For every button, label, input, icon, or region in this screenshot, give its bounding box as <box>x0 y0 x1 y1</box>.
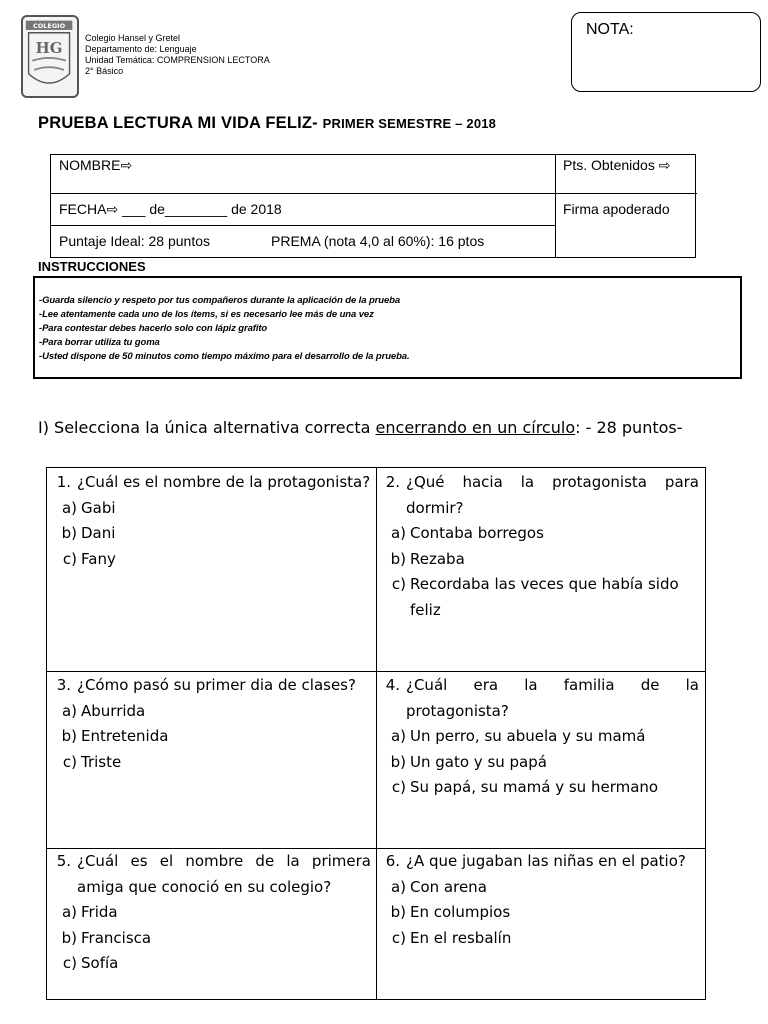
option-letter: b) <box>390 549 406 568</box>
option-text: Recordaba las veces que había sido feliz <box>410 575 679 619</box>
name-field[interactable]: NOMBRE⇨ <box>59 157 133 173</box>
answer-option[interactable] <box>49 724 371 750</box>
instruction-item: -Para contestar debes hacerlo solo con lápiz grafito <box>39 323 268 334</box>
instructions-box <box>33 276 742 379</box>
instruction-item: -Usted dispone de 50 minutos como tiempo máximo para el desarrollo de la prueba. <box>39 351 410 362</box>
question-4 <box>378 673 699 801</box>
question-text: ¿Cuál era la familia de la protagonista? <box>406 676 699 720</box>
answer-option[interactable] <box>378 724 699 750</box>
department: Departamento de: Lenguaje <box>85 44 197 54</box>
answer-option[interactable] <box>49 496 371 522</box>
option-text: Fany <box>81 549 116 568</box>
instruction-item: -Lee atentamente cada uno de los ítems, si es necesario lee más de una vez <box>39 309 374 320</box>
grade-box[interactable] <box>571 12 761 92</box>
answer-option[interactable] <box>378 750 699 776</box>
option-text: En el resbalín <box>410 928 512 947</box>
grid-divider <box>47 671 705 672</box>
points-field[interactable]: Pts. Obtenidos ⇨ <box>563 157 671 173</box>
option-letter: b) <box>61 928 77 947</box>
school-info <box>85 33 270 77</box>
option-letter: b) <box>390 903 406 921</box>
question-2 <box>378 470 699 623</box>
section-prefix: I) Selecciona la única alternativa correcta <box>38 418 376 437</box>
ideal-score: Puntaje Ideal: 28 puntos <box>59 233 211 249</box>
option-letter: c) <box>62 549 77 568</box>
answer-option[interactable] <box>378 547 699 573</box>
nota-label: NOTA: <box>586 21 634 38</box>
school-logo <box>21 15 79 98</box>
question-number: 5. <box>56 852 71 870</box>
option-letter: c) <box>391 575 406 593</box>
table-divider <box>51 225 555 226</box>
option-text: Con arena <box>410 877 487 896</box>
option-text: Sofía <box>81 954 119 972</box>
title-main: PRUEBA LECTURA MI VIDA FELIZ- <box>38 114 323 132</box>
question-text: ¿Cómo pasó su primer dia de clases? <box>77 676 356 694</box>
option-letter: b) <box>390 752 406 771</box>
answer-option[interactable] <box>378 775 699 801</box>
instruction-item: -Guarda silencio y respeto por tus compañeros durante la aplicación de la prueba <box>39 295 401 306</box>
option-letter: c) <box>391 778 406 796</box>
question-number: 1. <box>56 473 71 491</box>
answer-option[interactable] <box>49 750 371 776</box>
question-number: 3. <box>56 676 71 694</box>
grid-divider <box>376 468 377 999</box>
option-text: En columpios <box>410 903 511 921</box>
option-letter: a) <box>390 727 406 745</box>
answer-option[interactable] <box>49 699 371 725</box>
question-text: ¿Cuál es el nombre de la primera amiga que conoció en su colegio? <box>77 852 371 896</box>
question-number: 6. <box>385 852 400 870</box>
question-number: 2. <box>385 473 400 491</box>
question-number: 4. <box>385 676 400 694</box>
section-underlined: encerrando en un círculo <box>375 418 576 437</box>
option-letter: a) <box>61 903 77 921</box>
prema-score: PREMA (nota 4,0 al 60%): 16 ptos <box>271 233 485 249</box>
question-text: ¿A que jugaban las niñas en el patio? <box>406 852 686 870</box>
question-3 <box>49 673 371 775</box>
option-text: Gabi <box>81 498 116 517</box>
option-text: Frida <box>81 903 118 921</box>
option-text: Su papá, su mamá y su hermano <box>410 778 659 796</box>
question-5 <box>49 849 371 977</box>
option-text: Francisca <box>81 928 152 947</box>
page-title <box>38 114 496 133</box>
option-text: Dani <box>81 524 116 542</box>
school-crest-icon <box>23 17 77 96</box>
guardian-signature-field[interactable]: Firma apoderado <box>563 201 670 217</box>
question-text: ¿Qué hacia la protagonista para dormir? <box>406 473 699 517</box>
option-letter: b) <box>61 524 77 542</box>
question-1 <box>49 470 371 572</box>
option-text: Entretenida <box>81 727 169 745</box>
answer-option[interactable] <box>378 521 699 547</box>
title-sub: PRIMER SEMESTRE – 2018 <box>322 116 497 131</box>
option-text: Triste <box>81 752 122 771</box>
answer-option[interactable] <box>378 926 699 952</box>
option-letter: c) <box>62 954 77 972</box>
option-text: Un gato y su papá <box>410 752 547 771</box>
question-text: ¿Cuál es el nombre de la protagonista? <box>77 473 371 491</box>
option-text: Rezaba <box>410 549 465 568</box>
option-text: Aburrida <box>81 701 146 720</box>
school-name: Colegio Hansel y Gretel <box>85 33 181 43</box>
instructions-title: INSTRUCCIONES <box>38 259 146 274</box>
answer-option[interactable] <box>378 875 699 901</box>
svg-text:HG: HG <box>35 39 63 58</box>
answer-option[interactable] <box>49 521 371 547</box>
instruction-item: -Para borrar utiliza tu goma <box>39 337 160 348</box>
answer-option[interactable] <box>49 951 371 977</box>
questions-grid <box>46 467 706 1000</box>
option-text: Un perro, su abuela y su mamá <box>410 727 646 745</box>
option-letter: a) <box>61 498 77 517</box>
answer-option[interactable] <box>378 572 699 623</box>
option-letter: a) <box>390 877 406 896</box>
student-info-table <box>50 154 696 258</box>
option-letter: b) <box>61 727 77 745</box>
section-suffix: : - 28 puntos- <box>575 418 683 437</box>
grade: 2° Básico <box>85 66 124 76</box>
svg-text:COLEGIO: COLEGIO <box>32 22 66 31</box>
section-heading <box>38 418 683 437</box>
answer-option[interactable] <box>49 547 371 573</box>
question-6 <box>378 849 699 951</box>
option-text: Contaba borregos <box>410 524 544 542</box>
unit: Unidad Temática: COMPRENSION LECTORA <box>85 55 270 65</box>
option-letter: a) <box>61 701 77 720</box>
table-divider <box>51 193 697 194</box>
option-letter: a) <box>390 524 406 542</box>
option-letter: c) <box>391 928 406 947</box>
option-letter: c) <box>62 752 77 771</box>
date-field[interactable]: FECHA⇨ ___ de________ de 2018 <box>59 201 282 217</box>
answer-option[interactable] <box>378 900 699 926</box>
answer-option[interactable] <box>49 926 371 952</box>
answer-option[interactable] <box>49 900 371 926</box>
